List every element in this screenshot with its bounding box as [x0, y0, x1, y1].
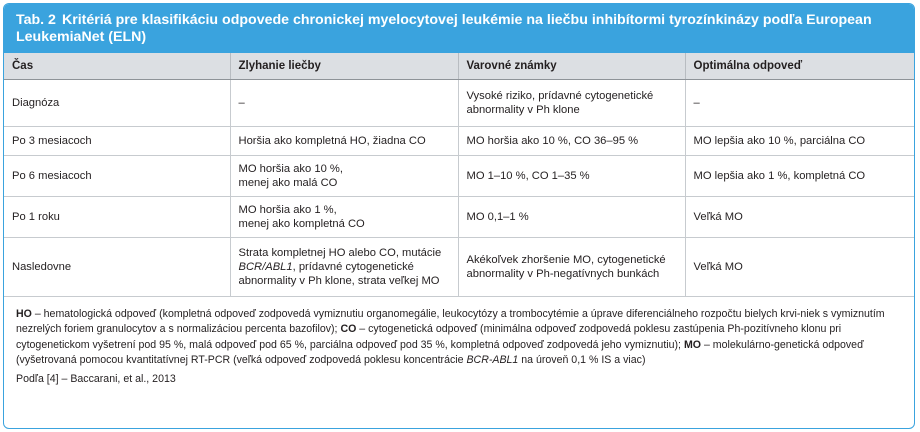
source-note: Podľa [4] – Baccarani, et al., 2013 [16, 372, 176, 385]
table-title [4, 4, 914, 53]
cell-warning: MO horšia ako 10 %, CO 36–95 % [458, 127, 685, 156]
cell-optimal: – [685, 80, 914, 127]
cell-warning: Akékoľvek zhoršenie MO, cytogenetické abnormality v Ph-negatívnych bunkách [458, 238, 685, 297]
cell-failure-line: menej ako kompletná CO [238, 218, 365, 230]
table-row [4, 127, 914, 156]
abbr-mo: MO [683, 338, 702, 351]
table-row [4, 197, 914, 238]
cell-optimal: MO lepšia ako 1 %, kompletná CO [685, 156, 914, 197]
abbr-ho: HO [16, 308, 32, 320]
cell-warning: Vysoké riziko, prídavné cytogenetické abnormality v Ph klone [458, 80, 685, 127]
abbreviation-notes [16, 307, 904, 369]
abbr-ho-text: – hematologická odpoveď (kompletná odpoveď zodpovedá vymiznutiu organomegálie, leukocytózy a trombocytémie a úprave diferenciálneho rozpočtu bielych krvi-niek s vymiznutím nezrelých foriem granulocytov a s normalizáciou percenta bazofilov); [16, 308, 885, 336]
header-warning: Varovné známky [458, 53, 685, 80]
cell-failure-line: MO horšia ako 1 %, [238, 204, 337, 216]
cell-optimal: Veľká MO [685, 197, 914, 238]
cell-failure: – [230, 80, 458, 127]
abbr-co-text: – cytogenetická odpoveď (minimálna odpoveď zodpovedá poklesu zastúpenia Ph-pozitívneho klonu pri cytogenetickom vyšetrení pod 95 %, malá odpoveď pod 65 %, parciálna odpoveď pod 35 %, kompletná odpoveď zodpovedá jeho vymiznutiu); [16, 323, 842, 351]
cell-warning: MO 1–10 %, CO 1–35 % [458, 156, 685, 197]
table-row [4, 238, 914, 297]
header-row [4, 53, 914, 80]
cell-failure-text: , prídavné cytogenetické abnormality v Ph klone, strata veľkej MO [238, 261, 440, 287]
abbr-co: CO [340, 323, 357, 336]
cell-time: Po 3 mesiacoch [4, 127, 230, 156]
header-failure: Zlyhanie liečby [230, 53, 458, 80]
cell-failure [230, 197, 458, 238]
eln-criteria-table [4, 53, 914, 297]
gene-name: BCR-ABL1 [466, 354, 519, 367]
cell-time: Diagnóza [4, 80, 230, 127]
cell-failure-text: Strata kompletnej HO alebo CO, mutácie [238, 247, 442, 259]
header-time: Čas [4, 53, 230, 80]
table-caption: Kritériá pre klasifikáciu odpovede chronickej myelocytovej leukémie na liečbu inhibítormi tyrozínkinázy podľa European LeukemiaNet (ELN) [16, 12, 872, 45]
cell-failure [230, 156, 458, 197]
abbr-mo-text: – molekulárno-genetická odpoveď (vyšetrovaná pomocou kvantitatívnej RT-PCR (veľká odpoveď zodpovedá poklesu koncentrácie [16, 338, 864, 367]
cell-warning: MO 0,1–1 % [458, 197, 685, 238]
cell-time: Po 6 mesiacoch [4, 156, 230, 197]
table-figure [3, 3, 915, 429]
cell-time: Po 1 roku [4, 197, 230, 238]
cell-time: Nasledovne [4, 238, 230, 297]
cell-failure-line: menej ako malá CO [238, 177, 338, 189]
table-row [4, 156, 914, 197]
cell-failure: Horšia ako kompletná HO, žiadna CO [230, 127, 458, 156]
header-optimal: Optimálna odpoveď [685, 53, 914, 80]
cell-optimal: MO lepšia ako 10 %, parciálna CO [685, 127, 914, 156]
cell-optimal: Veľká MO [685, 238, 914, 297]
table-number: Tab. 2 [16, 12, 56, 28]
cell-failure-line: MO horšia ako 10 %, [238, 163, 343, 175]
table-footnotes [4, 297, 914, 387]
table-row [4, 80, 914, 127]
gene-name: BCR/ABL1 [238, 261, 293, 273]
cell-failure [230, 238, 458, 297]
abbr-mo-text: na úroveň 0,1 % IS a viac) [518, 354, 646, 367]
